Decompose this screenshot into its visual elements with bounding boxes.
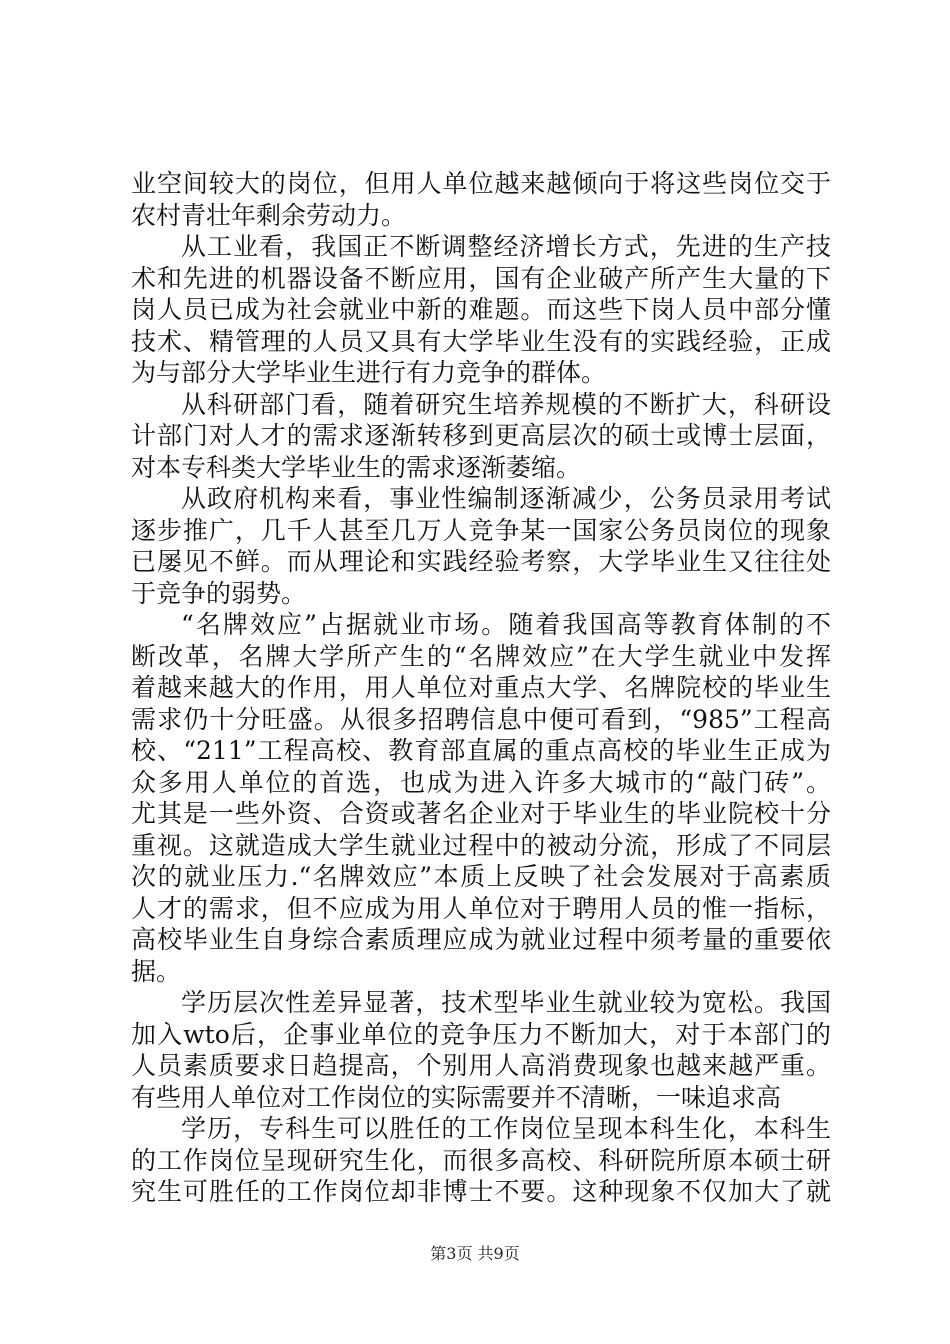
text-line: 农村青壮年剩余劳动力。 bbox=[131, 200, 407, 230]
text-line: 据。 bbox=[131, 956, 182, 986]
text-line: 术和先进的机器设备不断应用，国有企业破产所产生大量的下 bbox=[131, 263, 831, 293]
text-line: 断改革，名牌大学所产生的“名牌效应”在大学生就业中发挥 bbox=[131, 641, 831, 671]
page-footer: 第3页 共9页 bbox=[430, 1244, 520, 1263]
text-line: 从政府机构来看，事业性编制逐渐减少，公务员录用考试 bbox=[181, 484, 831, 513]
text-line: 尤其是一些外资、合资或著名企业对于毕业生的毕业院校十分 bbox=[131, 799, 831, 828]
text-line: 校、“211”工程高校、教育部直属的重点高校的毕业生正成为 bbox=[131, 736, 831, 765]
text-line: 重视。这就造成大学生就业过程中的被动分流，形成了不同层 bbox=[131, 830, 831, 860]
text-line: 人才的需求，但不应成为用人单位对于聘用人员的惟一指标， bbox=[131, 893, 831, 923]
text-line: 需求仍十分旺盛。从很多招聘信息中便可看到，“985”工程高 bbox=[131, 704, 831, 734]
text-line: 的工作岗位呈现研究生化，而很多高校、科研院所原本硕士研 bbox=[131, 1145, 831, 1175]
text-line: 学历层次性差异显著，技术型毕业生就业较为宽松。我国 bbox=[181, 988, 831, 1017]
text-line: 有些用人单位对工作岗位的实际需要并不清晰，一味追求高 bbox=[131, 1082, 782, 1112]
text-line: 高校毕业生自身综合素质理应成为就业过程中须考量的重要依 bbox=[131, 925, 831, 954]
text-line: 从科研部门看，随着研究生培养规模的不断扩大，科研设 bbox=[181, 389, 831, 419]
text-line: 逐步推广，几千人甚至几万人竞争某一国家公务员岗位的现象 bbox=[131, 515, 831, 545]
body-text bbox=[131, 168, 831, 1208]
text-line: 业空间较大的岗位，但用人单位越来越倾向于将这些岗位交于 bbox=[131, 169, 831, 198]
text-line: 计部门对人才的需求逐渐转移到更高层次的硕士或博士层面， bbox=[131, 421, 831, 450]
text-line: 从工业看，我国正不断调整经济增长方式，先进的生产技 bbox=[181, 232, 831, 261]
text-line: 岗人员已成为社会就业中新的难题。而这些下岗人员中部分懂 bbox=[131, 295, 831, 324]
text-line: 为与部分大学毕业生进行有力竞争的群体。 bbox=[131, 358, 607, 387]
text-line: 次的就业压力.“名牌效应”本质上反映了社会发展对于高素质 bbox=[131, 862, 831, 891]
text-line: 着越来越大的作用，用人单位对重点大学、名牌院校的毕业生 bbox=[131, 673, 831, 702]
text-line: 学历，专科生可以胜任的工作岗位呈现本科生化，本科生 bbox=[181, 1114, 831, 1143]
text-line: 于竞争的弱势。 bbox=[131, 578, 307, 608]
text-line: “名牌效应”占据就业市场。随着我国高等教育体制的不 bbox=[181, 610, 831, 639]
text-line: 众多用人单位的首选，也成为进入许多大城市的“敲门砖”。 bbox=[131, 767, 831, 797]
text-line: 对本专科类大学毕业生的需求逐渐萎缩。 bbox=[131, 452, 582, 482]
text-line: 加入wto后，企事业单位的竞争压力不断加大，对于本部门的 bbox=[131, 1019, 831, 1049]
text-line: 已屡见不鲜。而从理论和实践经验考察，大学毕业生又往往处 bbox=[131, 547, 831, 576]
text-line: 人员素质要求日趋提高，个别用人高消费现象也越来越严重。 bbox=[131, 1051, 831, 1080]
text-line: 究生可胜任的工作岗位却非博士不要。这种现象不仅加大了就 bbox=[131, 1177, 831, 1206]
text-line: 技术、精管理的人员又具有大学毕业生没有的实践经验，正成 bbox=[131, 326, 831, 356]
